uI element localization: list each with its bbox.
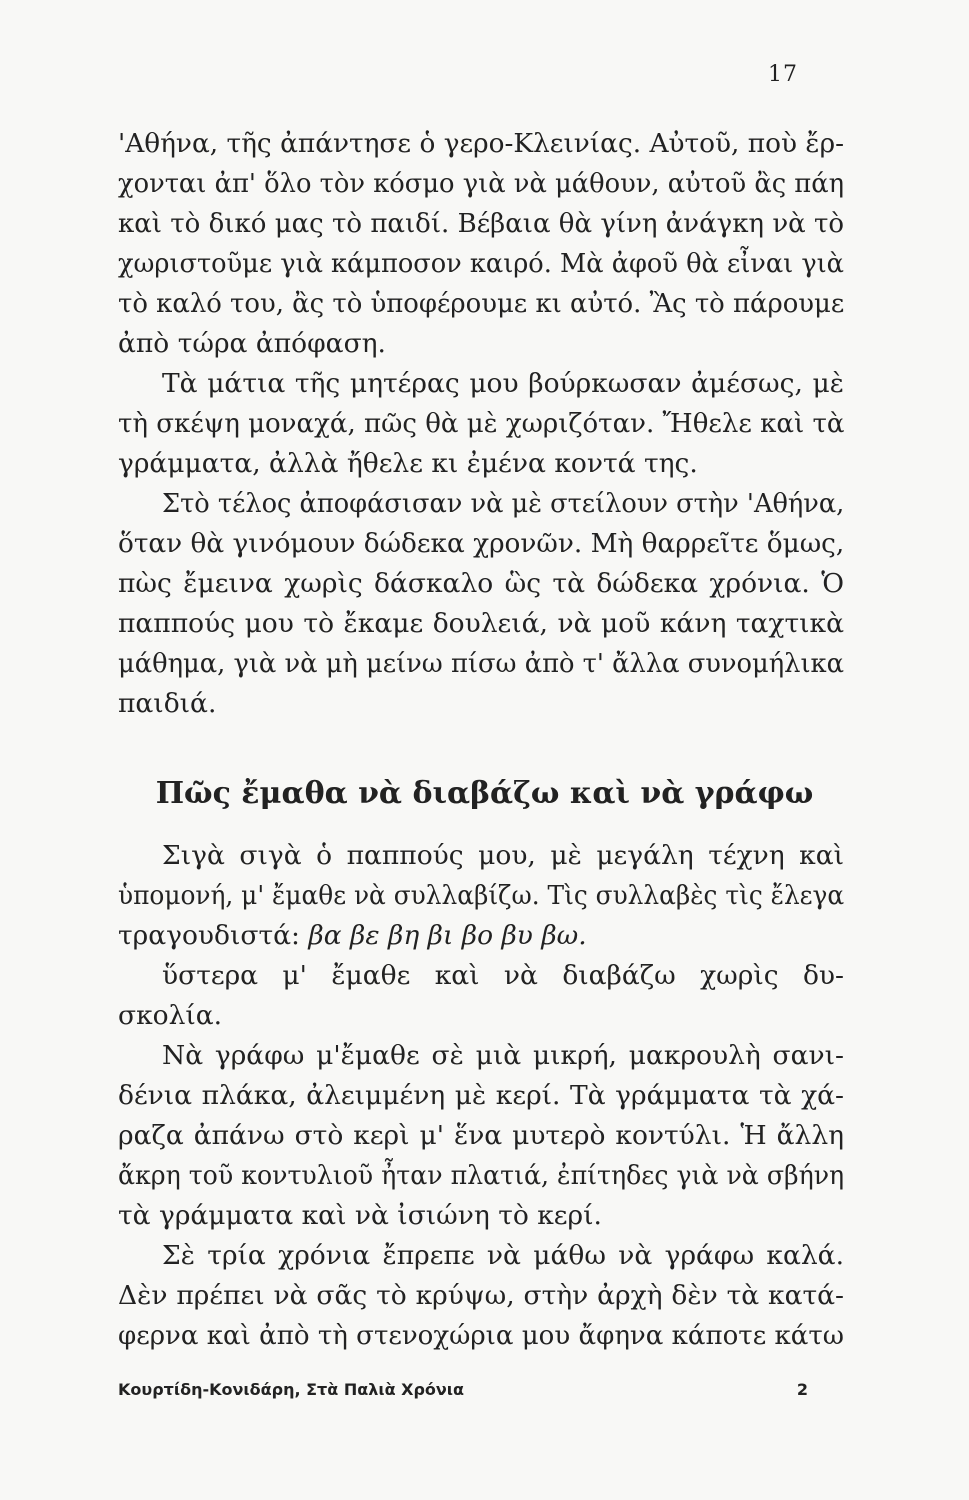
text-line: δένια πλάκα, ἀλειμμένη μὲ κερί. Τὰ γράμματα τὰ χά- <box>118 1080 844 1111</box>
text-line: Σὲ τρία χρόνια ἔπρεπε νὰ μάθω νὰ γράφω καλά. <box>162 1240 844 1271</box>
text-line: ἀπὸ τώρα ἀπόφαση. <box>118 328 386 359</box>
text-line: παππούς μου τὸ ἔκαμε δουλειά, νὰ μοῦ κάνη ταχτικὰ <box>118 608 844 639</box>
text-line: Δὲν πρέπει νὰ σᾶς τὸ κρύψω, στὴν ἀρχὴ δὲν τὰ κατά- <box>118 1280 844 1311</box>
text-line: Στὸ τέλος ἀποφάσισαν νὰ μὲ στείλουν στὴν 'Αθήνα, <box>162 488 845 519</box>
text-line: Τὰ μάτια τῆς μητέρας μου βούρκωσαν ἀμέσως, μὲ <box>162 368 844 399</box>
text-line: ἄκρη τοῦ κοντυλιοῦ ἦταν πλατιά, ἐπίτηδες γιὰ νὰ σβήνη <box>118 1160 845 1191</box>
footer <box>118 1377 808 1403</box>
text-line: σκολία. <box>118 1000 223 1031</box>
text-line: ὑπομονή, μ' ἔμαθε νὰ συλλαβίζω. Τὶς συλλαβὲς τὶς ἔλεγα <box>118 880 845 911</box>
text-line: τὸ καλό του, ἂς τὸ ὑποφέρουμε κι αὐτό. Ἂς τὸ πάρουμε <box>118 288 845 319</box>
text-line: μάθημα, γιὰ νὰ μὴ μείνω πίσω ἀπὸ τ' ἄλλα συνομήλικα <box>118 648 845 679</box>
text-segment: ὕστερα μ' ἔμαθε καὶ νὰ διαβάζω χωρὶς δυ- <box>162 960 844 991</box>
text-line: γράμματα, ἀλλὰ ἤθελε κι ἐμένα κοντά της. <box>118 448 698 479</box>
syllables-italic: βα βε βη βι βο βυ βω. <box>308 920 587 951</box>
text-line: ὅταν θὰ γινόμουν δώδεκα χρονῶν. Μὴ θαρρεῖτε ὅμως, <box>118 528 845 559</box>
text-line: φερνα καὶ ἀπὸ τὴ στενοχώρια μου ἄφηνα κάποτε κάτω <box>118 1320 844 1351</box>
text-line <box>162 956 844 996</box>
text-segment: τραγουδιστά: <box>118 920 300 951</box>
text-line: Νὰ γράφω μ'ἔμαθε σὲ μιὰ μικρή, μακρουλὴ σανι- <box>162 1040 844 1071</box>
text-line: χονται ἀπ' ὅλο τὸν κόσμο γιὰ νὰ μάθουν, αὐτοῦ ἂς πάη <box>118 168 845 199</box>
text-line: 'Αθήνα, τῆς ἀπάντησε ὁ γερο-Κλεινίας. Αὐτοῦ, ποὺ ἔρ- <box>118 128 844 159</box>
page-number: 17 <box>768 62 798 87</box>
text-line: χωριστοῦμε γιὰ κάμποσον καιρό. Μὰ ἀφοῦ θὰ εἶναι γιὰ <box>118 248 844 279</box>
text-line: ραζα ἀπάνω στὸ κερὶ μ' ἕνα μυτερὸ κοντύλι. Ἡ ἄλλη <box>118 1120 844 1151</box>
signature-mark: 2 <box>796 1380 808 1399</box>
text-line: τὰ γράμματα καὶ νὰ ἰσιώνη τὸ κερί. <box>118 1200 602 1231</box>
text-line <box>118 916 587 956</box>
text-line: πὼς ἔμεινα χωρὶς δάσκαλο ὣς τὰ δώδεκα χρόνια. Ὁ <box>118 568 844 599</box>
section-heading: Πῶς ἔμαθα νὰ διαβάζω καὶ νὰ γράφω <box>155 776 814 811</box>
text-line: καὶ τὸ δικό μας τὸ παιδί. Βέβαια θὰ γίνη ἀνάγκη νὰ τὸ <box>118 208 845 239</box>
footer-title: Κουρτίδη-Κονιδάρη, Στὰ Παλιὰ Χρόνια <box>118 1380 465 1399</box>
text-line: τὴ σκέψη μοναχά, πῶς θὰ μὲ χωριζόταν. Ἤθελε καὶ τὰ <box>118 408 845 439</box>
text-line: Σιγὰ σιγὰ ὁ παππούς μου, μὲ μεγάλη τέχνη καὶ <box>162 840 844 871</box>
text-line: παιδιά. <box>118 688 217 719</box>
